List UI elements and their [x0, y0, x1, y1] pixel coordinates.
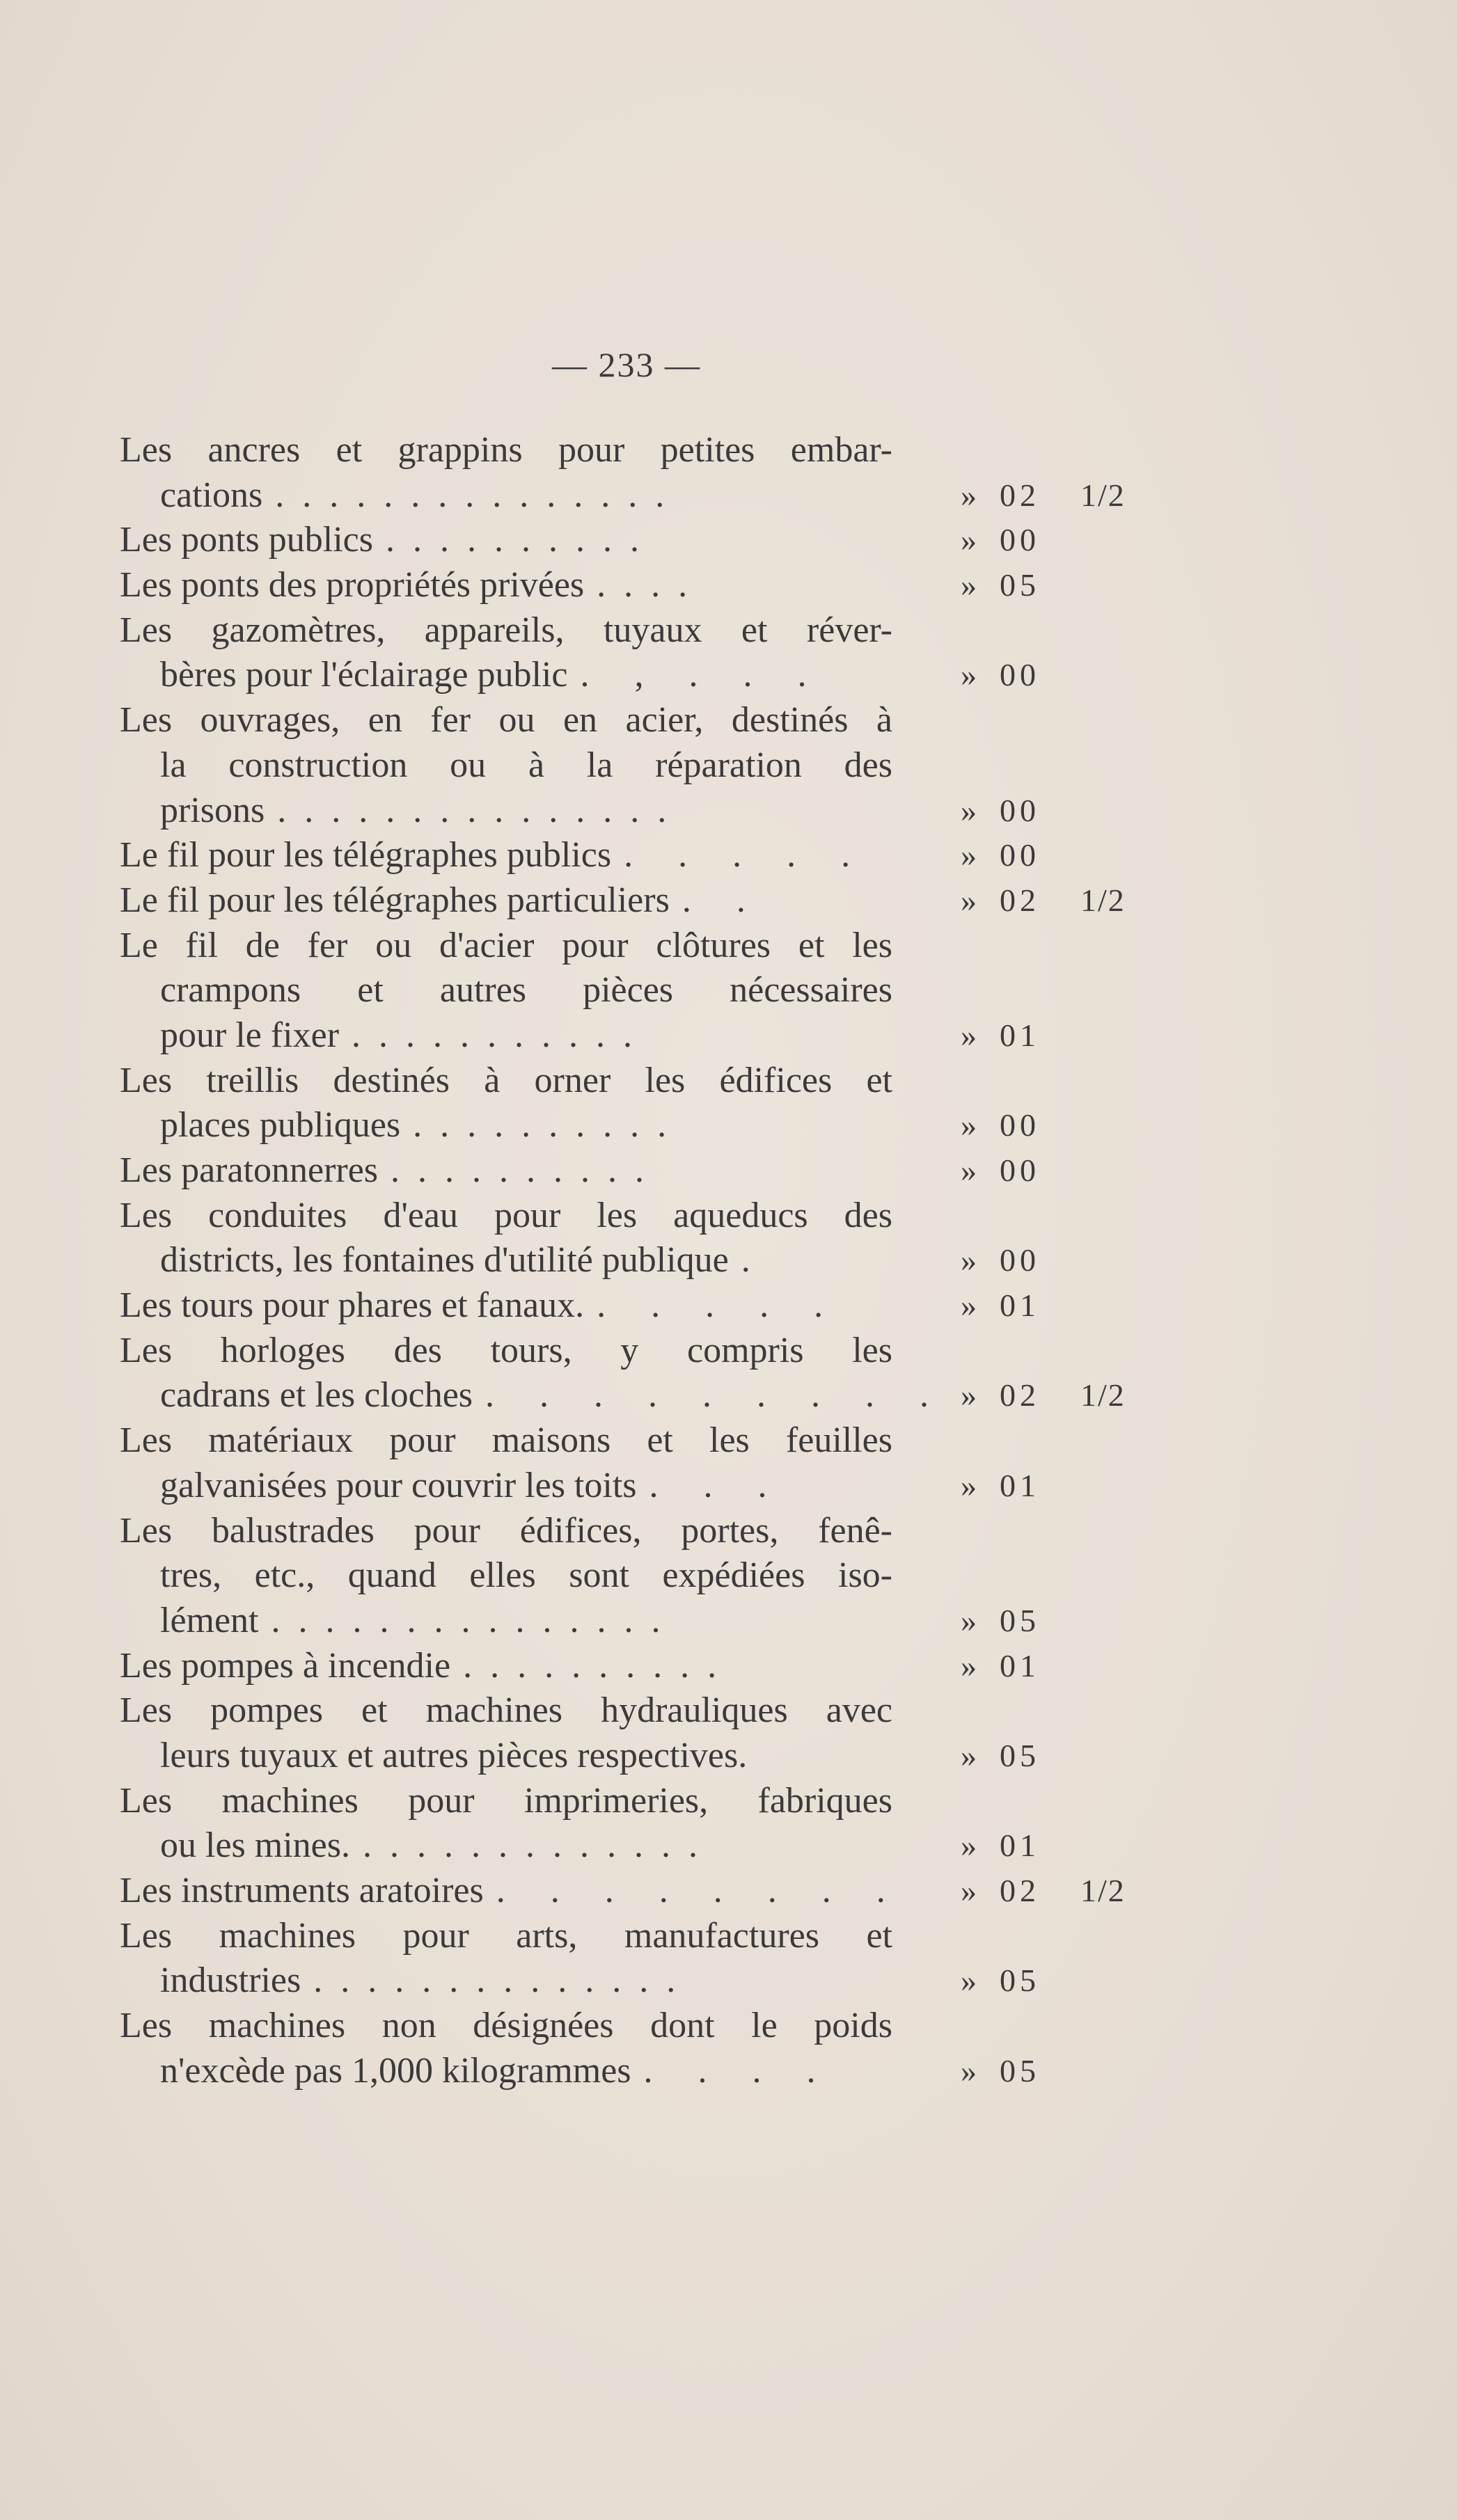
item-label: lément	[160, 1600, 259, 1640]
rate-value: 05	[1000, 1963, 1040, 1999]
item-label: Les horloges des tours, y compris les	[120, 1330, 892, 1370]
ditto-mark: »	[961, 792, 977, 828]
tariff-line	[0, 1329, 1457, 1374]
line-text	[160, 1464, 892, 1509]
leader-dots: ....	[597, 565, 706, 605]
item-label: Le fil pour les télégraphes publics	[120, 835, 612, 875]
tariff-line	[0, 1644, 1457, 1689]
duty-rate	[961, 1103, 1121, 1148]
tariff-line	[0, 1418, 1457, 1464]
line-text	[160, 1553, 892, 1599]
line-text	[160, 1373, 947, 1418]
tariff-line	[0, 1464, 1457, 1509]
ditto-mark: »	[961, 657, 977, 693]
leader-dots: ..........	[385, 520, 657, 560]
rate-value: 05	[1000, 2052, 1040, 2089]
duty-rate	[961, 1283, 1121, 1329]
tariff-line	[0, 698, 1457, 743]
line-text	[120, 878, 892, 924]
tariff-line	[0, 518, 1457, 563]
item-label: galvanisées pour couvrir les toits	[160, 1465, 637, 1505]
leader-dots: ...............	[277, 790, 685, 830]
tariff-line	[0, 1914, 1457, 1959]
item-label: Les machines pour arts, manufactures et	[120, 1915, 892, 1956]
tariff-list	[0, 428, 1457, 2093]
item-label: Les gazomètres, appareils, tuyaux et réver-	[120, 610, 892, 650]
page-number: — 233 —	[552, 345, 701, 384]
item-label: districts, les fontaines d'utilité publique	[160, 1240, 729, 1281]
ditto-mark: »	[961, 1107, 977, 1143]
item-label: Les treillis destinés à orner les édifices et	[120, 1060, 892, 1100]
rate-value: 02	[1000, 1873, 1040, 1908]
rate-value: 01	[1000, 1467, 1040, 1503]
line-text	[120, 1283, 892, 1329]
rate-value: 00	[1000, 1242, 1040, 1278]
line-text	[160, 653, 892, 698]
rate-value: 02	[1000, 882, 1040, 918]
ditto-mark: »	[961, 1602, 977, 1638]
line-text	[160, 1823, 892, 1869]
duty-rate	[961, 1644, 1121, 1689]
line-text	[160, 1103, 892, 1148]
item-label: Les ouvrages, en fer ou en acier, destinés à	[120, 700, 892, 740]
rate-value: 00	[1000, 1107, 1040, 1143]
duty-rate	[961, 653, 1121, 698]
line-text	[120, 1779, 892, 1824]
leader-dots: . , . . .	[580, 655, 825, 695]
tariff-line	[0, 1373, 1457, 1418]
ditto-mark: »	[961, 2052, 977, 2089]
item-label: ou les mines.	[160, 1825, 350, 1866]
rate-value: 05	[1000, 1737, 1040, 1773]
item-label: industries	[160, 1960, 301, 2001]
leader-dots: ..............	[313, 1960, 694, 2001]
tariff-line	[0, 1059, 1457, 1104]
line-text	[120, 428, 892, 473]
rate-value: 01	[1000, 1647, 1040, 1683]
duty-rate	[961, 1734, 1121, 1779]
item-label: Les pompes et machines hydrauliques avec	[120, 1690, 892, 1731]
tariff-line	[0, 924, 1457, 969]
ditto-mark: »	[961, 1152, 977, 1188]
duty-rate	[961, 1823, 1121, 1869]
leader-dots: .	[741, 1240, 769, 1281]
tariff-line	[0, 1103, 1457, 1148]
tariff-line	[0, 1509, 1457, 1554]
line-text	[120, 1059, 892, 1104]
item-label: Les paratonnerres	[120, 1150, 379, 1190]
ditto-mark: »	[961, 1737, 977, 1773]
duty-rate	[961, 2049, 1121, 2094]
item-label: la construction ou à la réparation des	[160, 745, 892, 785]
duty-rate	[961, 833, 1121, 878]
tariff-line	[0, 473, 1457, 518]
tariff-line	[0, 1599, 1457, 1644]
tariff-line	[0, 1688, 1457, 1734]
tariff-line	[0, 653, 1457, 698]
ditto-mark: »	[961, 1242, 977, 1278]
ditto-mark: »	[961, 882, 977, 918]
duty-rate	[961, 789, 1121, 834]
tariff-line	[0, 608, 1457, 653]
rate-fraction: 1/2	[1080, 1377, 1126, 1413]
item-label: Les tours pour phares et fanaux.	[120, 1285, 585, 1326]
duty-rate	[961, 563, 1121, 608]
line-text	[120, 1688, 892, 1734]
leader-dots: ...........	[352, 1015, 651, 1055]
tariff-line	[0, 563, 1457, 608]
item-label: n'excède pas 1,000 kilogrammes	[160, 2050, 631, 2091]
item-label: cadrans et les cloches	[160, 1375, 473, 1416]
duty-rate	[961, 1599, 1121, 1644]
rate-value: 00	[1000, 657, 1040, 693]
item-label: Les pompes à incendie	[120, 1645, 451, 1686]
line-text	[160, 1599, 892, 1644]
line-text	[120, 1148, 892, 1194]
leader-dots: . . . . .	[597, 1285, 842, 1326]
leader-dots: . . . .	[643, 2050, 834, 2091]
leader-dots: ..........	[463, 1645, 735, 1686]
rate-value: 02	[1000, 477, 1040, 513]
line-text	[160, 1958, 892, 2004]
duty-rate	[961, 1238, 1121, 1283]
tariff-line	[0, 1734, 1457, 1779]
rate-value: 01	[1000, 1017, 1040, 1053]
item-label: bères pour l'éclairage public	[160, 655, 568, 695]
leader-dots: ..........	[413, 1105, 685, 1146]
tariff-line	[0, 1013, 1457, 1059]
tariff-line	[0, 968, 1457, 1013]
rate-value: 00	[1000, 792, 1040, 828]
line-text	[120, 518, 892, 563]
line-text	[160, 1238, 892, 1283]
leader-dots: ..........	[391, 1150, 663, 1190]
leader-dots: .............	[362, 1825, 716, 1866]
leader-dots: . . . . . . . .	[496, 1871, 904, 1910]
line-text	[160, 743, 892, 789]
tariff-line	[0, 1553, 1457, 1599]
tariff-line	[0, 743, 1457, 789]
rate-value: 01	[1000, 1828, 1040, 1864]
tariff-line	[0, 833, 1457, 878]
item-label: pour le fixer	[160, 1015, 340, 1055]
line-text	[160, 1013, 892, 1059]
item-label: places publiques	[160, 1105, 401, 1146]
ditto-mark: »	[961, 477, 977, 513]
item-label: prisons	[160, 790, 265, 830]
ditto-mark: »	[961, 522, 977, 558]
tariff-line	[0, 1823, 1457, 1869]
duty-rate	[961, 518, 1121, 563]
ditto-mark: »	[961, 1647, 977, 1683]
line-text	[120, 608, 892, 653]
duty-rate	[961, 1148, 1121, 1194]
rate-value: 00	[1000, 837, 1040, 873]
ditto-mark: »	[961, 1377, 977, 1413]
leader-dots: . . . . .	[624, 835, 869, 875]
line-text	[160, 2049, 892, 2094]
item-label: Les ponts des propriétés privées	[120, 565, 585, 605]
rate-value: 01	[1000, 1287, 1040, 1324]
tariff-line	[0, 1283, 1457, 1329]
tariff-line	[0, 2049, 1457, 2094]
item-label: Le fil de fer ou d'acier pour clôtures et les	[120, 925, 892, 965]
item-label: Les machines pour imprimeries, fabriques	[120, 1780, 892, 1821]
duty-rate	[961, 1464, 1121, 1509]
ditto-mark: »	[961, 1467, 977, 1503]
line-text	[120, 924, 892, 969]
line-text	[120, 698, 892, 743]
ditto-mark: »	[961, 1873, 977, 1908]
leader-dots: . .	[682, 880, 764, 920]
leader-dots: . . .	[649, 1465, 785, 1505]
item-label: Le fil pour les télégraphes particuliers	[120, 880, 670, 920]
line-text	[120, 1869, 904, 1914]
ditto-mark: »	[961, 567, 977, 603]
line-text	[120, 563, 892, 608]
leader-dots: ...............	[275, 475, 683, 515]
item-label: tres, etc., quand elles sont expédiées iso-	[160, 1555, 892, 1596]
tariff-line	[0, 878, 1457, 924]
tariff-line	[0, 1194, 1457, 1239]
line-text	[120, 1418, 892, 1464]
line-text	[160, 789, 892, 834]
tariff-line	[0, 1238, 1457, 1283]
item-label: Les instruments aratoires	[120, 1871, 484, 1910]
tariff-line	[0, 1779, 1457, 1824]
item-label: cations	[160, 475, 263, 515]
duty-rate	[961, 1958, 1121, 2004]
rate-value: 00	[1000, 522, 1040, 558]
line-text	[120, 2004, 892, 2049]
line-text	[120, 1329, 892, 1374]
ditto-mark: »	[961, 1828, 977, 1864]
tariff-line	[0, 789, 1457, 834]
rate-fraction: 1/2	[1080, 882, 1126, 918]
ditto-mark: »	[961, 837, 977, 873]
ditto-mark: »	[961, 1017, 977, 1053]
line-text	[120, 1509, 892, 1554]
line-text	[160, 1734, 892, 1779]
rate-value: 05	[1000, 1602, 1040, 1638]
item-label: Les conduites d'eau pour les aqueducs des	[120, 1195, 892, 1235]
item-label: Les balustrades pour édifices, portes, fenê-	[120, 1510, 892, 1551]
item-label: crampons et autres pièces nécessaires	[160, 970, 892, 1011]
rate-fraction: 1/2	[1080, 477, 1126, 513]
tariff-line	[0, 428, 1457, 473]
item-label: Les matériaux pour maisons et les feuilles	[120, 1420, 892, 1461]
item-label: Les ponts publics	[120, 520, 373, 560]
ditto-mark: »	[961, 1963, 977, 1999]
rate-value: 02	[1000, 1377, 1040, 1413]
tariff-line	[0, 2004, 1457, 2049]
duty-rate	[961, 1013, 1121, 1059]
rate-fraction: 1/2	[1080, 1873, 1126, 1908]
line-text	[120, 833, 892, 878]
ditto-mark: »	[961, 1287, 977, 1324]
line-text	[160, 968, 892, 1013]
rate-value: 00	[1000, 1152, 1040, 1188]
item-label: Les machines non désignées dont le poids	[120, 2006, 892, 2046]
line-text	[120, 1914, 892, 1959]
item-label: Les ancres et grappins pour petites embar-	[120, 430, 892, 470]
tariff-line	[0, 1148, 1457, 1194]
leader-dots: ...............	[271, 1600, 679, 1640]
tariff-line	[0, 1869, 1457, 1914]
line-text	[160, 473, 892, 518]
item-label: leurs tuyaux et autres pièces respectives.	[160, 1735, 748, 1775]
tariff-line	[0, 1958, 1457, 2004]
line-text	[120, 1644, 892, 1689]
line-text	[120, 1194, 892, 1239]
rate-value: 05	[1000, 567, 1040, 603]
leader-dots: . . . . . . . . .	[485, 1375, 947, 1416]
